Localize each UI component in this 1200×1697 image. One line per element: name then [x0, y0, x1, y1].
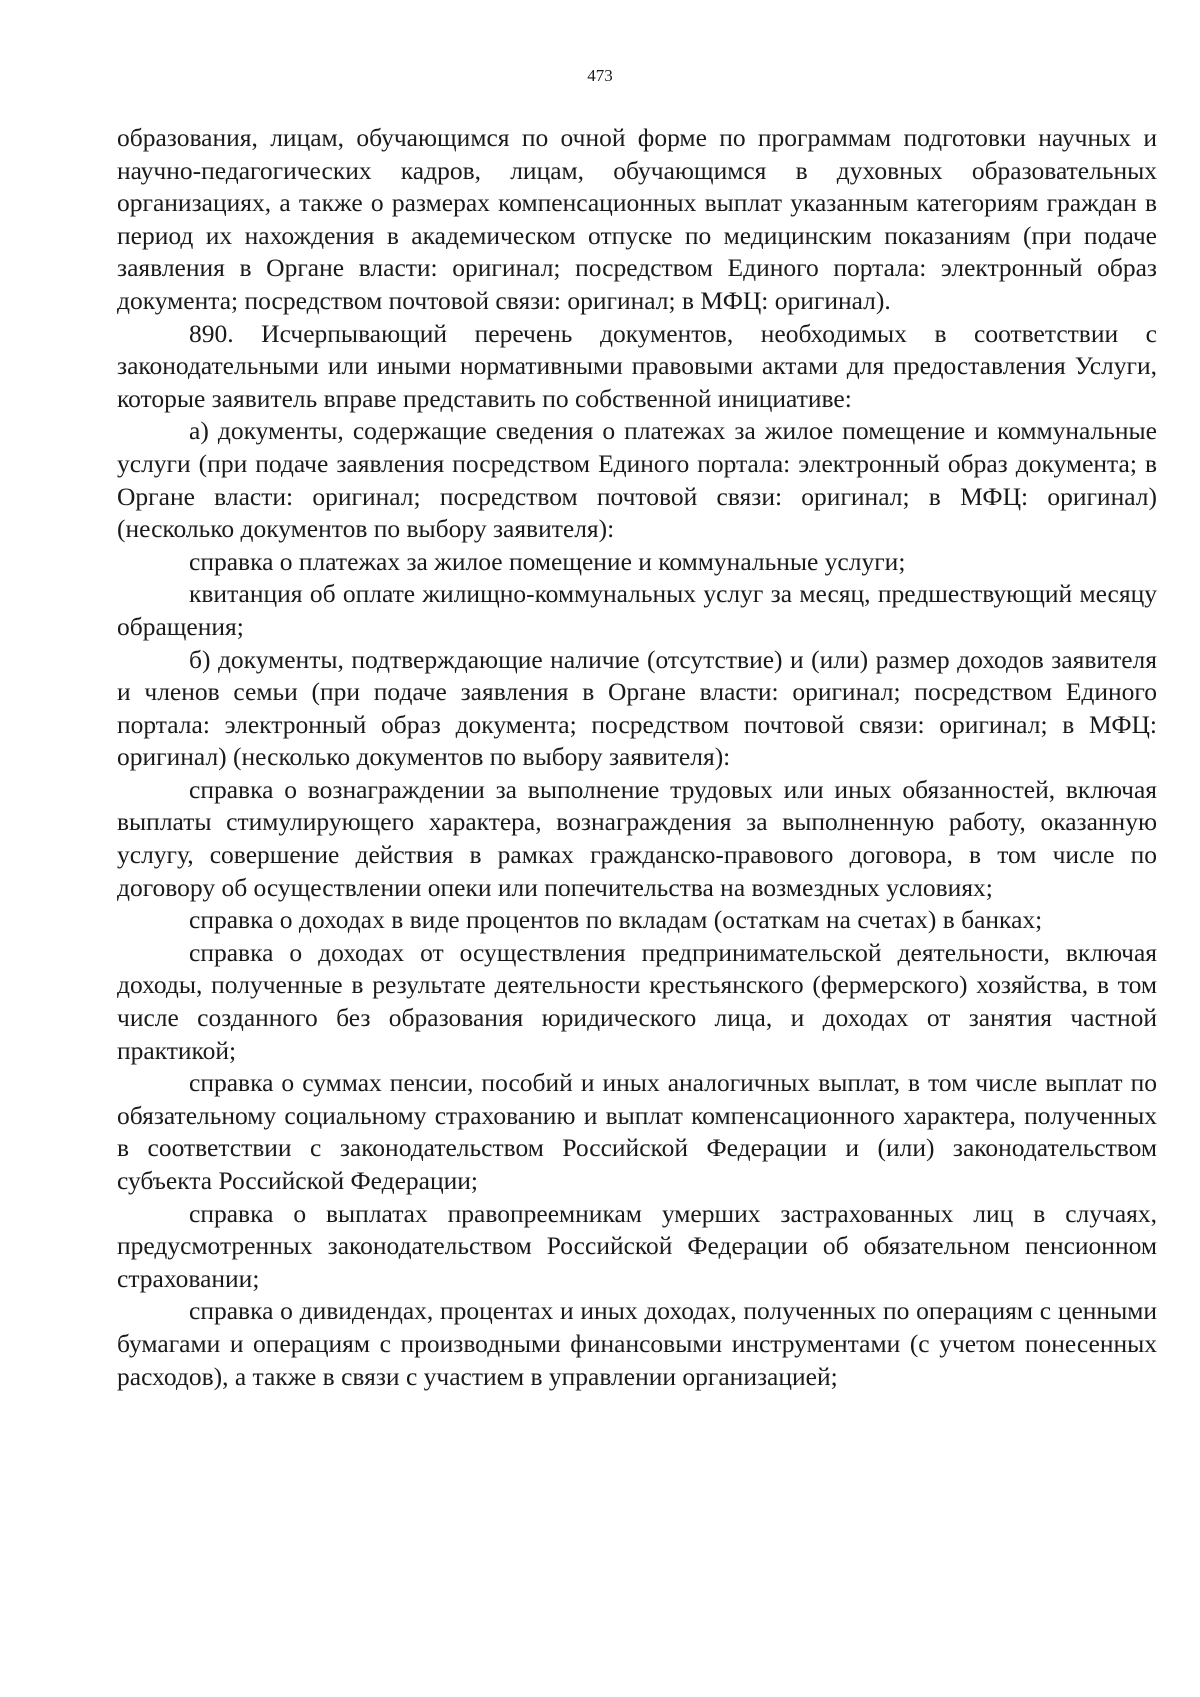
paragraph-item-b: б) документы, подтверждающие наличие (отсутствие) и (или) размер доходов заявителя и членов семьи (при подаче заявления в Органе власти: оригинал; посредством Единого портала: электронный образ документа; посредством почтовой связи: оригинал; в МФЦ: оригинал) (несколько документов по выбору заявителя): — [117, 644, 1157, 772]
paragraph-item-a: а) документы, содержащие сведения о платежах за жилое помещение и коммунальные услуги (при подаче заявления посредством Единого портала: электронный образ документа; в Органе власти: оригинал; посредством почтовой связи: оригинал; в МФЦ: оригинал) (несколько документов по выбору заявителя): — [117, 416, 1157, 544]
list-item: справка о суммах пенсии, пособий и иных аналогичных выплат, в том числе выплат по обязательному социальному страхованию и выплат компенсационного характера, полученных в соответствии с законодательством Российской Федерации и (или) законодательством субъекта Российской Федерации; — [117, 1068, 1157, 1195]
list-item: справка о доходах в виде процентов по вкладам (остаткам на счетах) в банках; — [189, 905, 1043, 935]
list-item: справка о доходах от осуществления предпринимательской деятельности, включая доходы, полученные в результате деятельности крестьянского (фермерского) хозяйства, в том числе созданного без образования юридического лица, и доходах от занятия частной практикой; — [117, 937, 1157, 1065]
document-body — [117, 122, 1157, 1393]
list-item: квитанция об оплате жилищно-коммунальных услуг за месяц, предшествующий месяцу обращения; — [117, 579, 1157, 641]
list-item: справка о платежах за жилое помещение и коммунальные услуги; — [189, 546, 906, 576]
paragraph-continuation: образования, лицам, обучающимся по очной форме по программам подготовки научных и научно-педагогических кадров, лицам, обучающимся в духовных образовательных организациях, а также о размерах компенсационных выплат указанным категориям граждан в период их нахождения в академическом отпуске по медицинским показаниям (при подаче заявления в Органе власти: оригинал; посредством Единого портала: электронный образ документа; посредством почтовой связи: оригинал; в МФЦ: оригинал). — [117, 123, 1157, 315]
list-item: справка о вознаграждении за выполнение трудовых или иных обязанностей, включая выплаты стимулирующего характера, вознаграждения за выполненную работу, оказанную услугу, совершение действия в рамках гражданско-правового договора, в том числе по договору об осуществлении опеки или попечительства на возмездных условиях; — [117, 774, 1157, 902]
list-item: справка о выплатах правопреемникам умерших застрахованных лиц в случаях, предусмотренных законодательством Российской Федерации об обязательном пенсионном страховании; — [117, 1198, 1157, 1293]
list-item: справка о дивидендах, процентах и иных доходах, полученных по операциям с ценными бумагами и операциям с производными финансовыми инструментами (с учетом понесенных расходов), а также в связи с участием в управлении организацией; — [117, 1296, 1157, 1391]
page-number: 473 — [587, 66, 613, 85]
paragraph-890: 890. Исчерпывающий перечень документов, необходимых в соответствии с законодательными или иными нормативными правовыми актами для предоставления Услуги, которые заявитель вправе представить по собственной инициативе: — [117, 318, 1157, 413]
